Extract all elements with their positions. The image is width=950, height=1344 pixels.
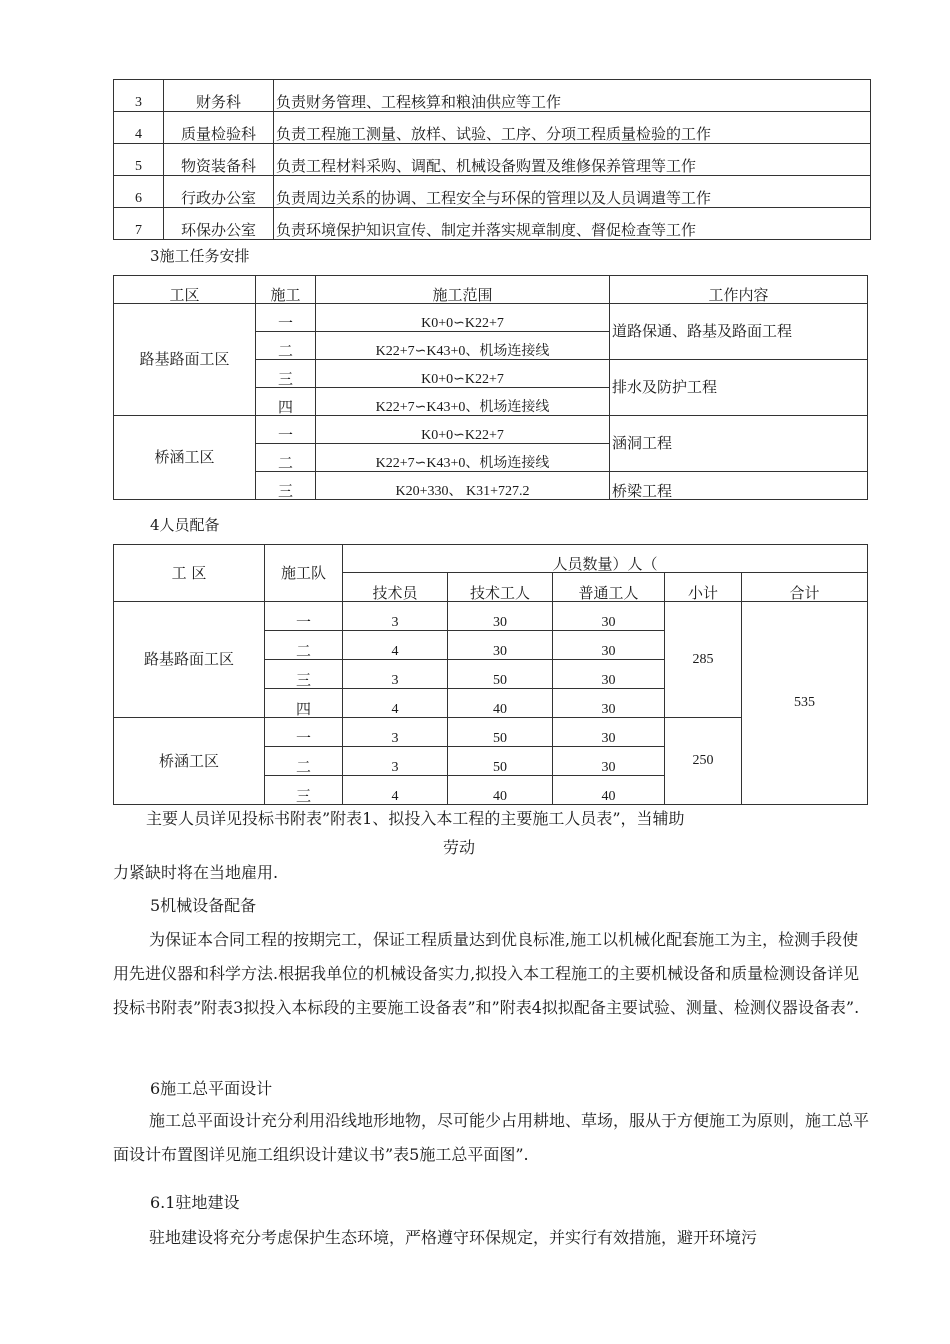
header-subtotal: 小计	[665, 573, 742, 602]
subtotal-bridge: 250	[665, 718, 742, 805]
header-content: 工作内容	[610, 276, 868, 304]
team-cell: 一	[265, 602, 343, 631]
section-5-heading: 5机械设备配备	[150, 896, 257, 915]
skilled-count: 50	[448, 660, 553, 689]
team-cell: 二	[256, 332, 316, 360]
area-roadbed: 路基路面工区	[114, 602, 265, 718]
row-number: 6	[114, 176, 164, 208]
department-name: 物资装备科	[164, 144, 274, 176]
department-duty: 负责工程施工测量、放样、试验、工序、分项工程质量检验的工作	[274, 112, 871, 144]
department-duty: 负责财务管理、工程核算和粮油供应等工作	[274, 80, 871, 112]
team-cell: 二	[265, 747, 343, 776]
header-team: 施工队	[265, 545, 343, 602]
team-cell: 二	[265, 631, 343, 660]
general-count: 30	[553, 747, 665, 776]
team-cell: 三	[256, 360, 316, 388]
department-table	[113, 79, 871, 240]
staff-note-line-3: 力紧缺时将在当地雇用.	[113, 863, 279, 882]
row-number: 5	[114, 144, 164, 176]
area-bridge: 桥涵工区	[114, 416, 256, 500]
table-header-row	[114, 276, 868, 304]
table-row	[114, 602, 868, 631]
row-number: 4	[114, 112, 164, 144]
technician-count: 3	[343, 718, 448, 747]
range-cell: K22+7∽K43+0、机场连接线	[316, 332, 610, 360]
section-6-1-body: 驻地建设将充分考虑保护生态环境，严格遵守环保规定，并实行有效措施，避开环境污	[149, 1228, 758, 1247]
table-row	[114, 144, 871, 176]
department-name: 行政办公室	[164, 176, 274, 208]
technician-count: 4	[343, 776, 448, 805]
grand-total: 535	[742, 602, 868, 805]
table-row	[114, 176, 871, 208]
content-cell: 排水及防护工程	[610, 360, 868, 416]
team-cell: 三	[256, 472, 316, 500]
team-cell: 四	[256, 388, 316, 416]
range-cell: K22+7∽K43+0、机场连接线	[316, 388, 610, 416]
table-row	[114, 416, 868, 444]
technician-count: 3	[343, 660, 448, 689]
row-number: 3	[114, 80, 164, 112]
subtotal-roadbed: 285	[665, 602, 742, 718]
technician-count: 3	[343, 602, 448, 631]
general-count: 40	[553, 776, 665, 805]
skilled-count: 30	[448, 602, 553, 631]
department-duty: 负责周边关系的协调、工程安全与环保的管理以及人员调遣等工作	[274, 176, 871, 208]
department-name: 质量检验科	[164, 112, 274, 144]
technician-count: 3	[343, 747, 448, 776]
department-name: 财务科	[164, 80, 274, 112]
header-range: 施工范围	[316, 276, 610, 304]
general-count: 30	[553, 602, 665, 631]
table-row	[114, 304, 868, 332]
task-table	[113, 275, 868, 500]
department-duty: 负责工程材料采购、调配、机械设备购置及维修保养管理等工作	[274, 144, 871, 176]
section-4-heading: 4人员配备	[150, 516, 220, 534]
skilled-count: 40	[448, 689, 553, 718]
general-count: 30	[553, 631, 665, 660]
table-row	[114, 80, 871, 112]
range-cell: K0+0∽K22+7	[316, 304, 610, 332]
range-cell: K22+7∽K43+0、机场连接线	[316, 444, 610, 472]
header-technician: 技术员	[343, 573, 448, 602]
range-cell: K0+0∽K22+7	[316, 416, 610, 444]
technician-count: 4	[343, 631, 448, 660]
range-cell: K20+330、 K31+727.2	[316, 472, 610, 500]
staff-note-line-1: 主要人员详见投标书附表”附表1、拟投入本工程的主要施工人员表”，当辅助	[146, 809, 685, 828]
content-cell: 桥梁工程	[610, 472, 868, 500]
skilled-count: 50	[448, 718, 553, 747]
skilled-count: 30	[448, 631, 553, 660]
table-row	[114, 112, 871, 144]
content-cell: 道路保通、路基及路面工程	[610, 304, 868, 360]
staff-note-line-2: 劳动	[443, 838, 476, 857]
team-cell: 一	[265, 718, 343, 747]
general-count: 30	[553, 718, 665, 747]
department-name: 环保办公室	[164, 208, 274, 240]
header-area: 工 区	[114, 545, 265, 602]
team-cell: 三	[265, 776, 343, 805]
staffing-table	[113, 544, 868, 805]
table-row	[114, 208, 871, 240]
team-cell: 四	[265, 689, 343, 718]
general-count: 30	[553, 660, 665, 689]
team-cell: 一	[256, 304, 316, 332]
section-5-body: 为保证本合同工程的按期完工，保证工程质量达到优良标准,施工以机械化配套施工为主，检测手段使用先进仪器和科学方法.根据我单位的机械设备实力,拟投入本工程施工的主要机械设备和质量检测设备详见投标书附表”附表3拟投入本标段的主要施工设备表”和”附表4拟拟配备主要试验、测量、检测仪器设备表”.	[113, 930, 860, 1017]
section-6-1-heading: 6.1驻地建设	[150, 1193, 240, 1212]
team-cell: 二	[256, 444, 316, 472]
section-6-body: 施工总平面设计充分利用沿线地形地物，尽可能少占用耕地、草场，服从于方便施工为原则，施工总平面设计布置图详见施工组织设计建议书”表5施工总平面图”.	[113, 1111, 870, 1164]
header-general-worker: 普通工人	[553, 573, 665, 602]
skilled-count: 40	[448, 776, 553, 805]
area-roadbed: 路基路面工区	[114, 304, 256, 416]
general-count: 30	[553, 689, 665, 718]
technician-count: 4	[343, 689, 448, 718]
department-duty: 负责环境保护知识宣传、制定并落实规章制度、督促检查等工作	[274, 208, 871, 240]
area-bridge: 桥涵工区	[114, 718, 265, 805]
header-team: 施工	[256, 276, 316, 304]
team-cell: 一	[256, 416, 316, 444]
header-total: 合计	[742, 573, 868, 602]
team-cell: 三	[265, 660, 343, 689]
range-cell: K0+0∽K22+7	[316, 360, 610, 388]
row-number: 7	[114, 208, 164, 240]
section-6-heading: 6施工总平面设计	[150, 1079, 273, 1098]
table-header-row	[114, 545, 868, 573]
header-area: 工区	[114, 276, 256, 304]
header-staff-count: 人员数量）人（	[343, 545, 868, 573]
content-cell: 涵洞工程	[610, 416, 868, 472]
header-skilled-worker: 技术工人	[448, 573, 553, 602]
skilled-count: 50	[448, 747, 553, 776]
section-3-heading: 3施工任务安排	[150, 247, 250, 265]
